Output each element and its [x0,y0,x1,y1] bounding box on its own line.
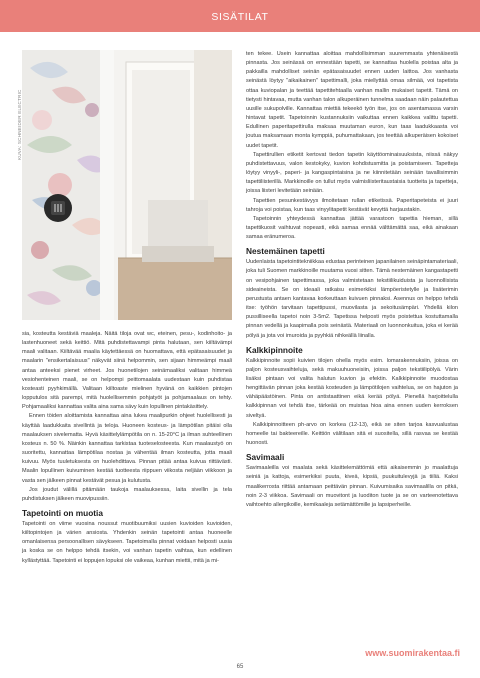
section-title: SISÄTILAT [211,11,269,23]
website-link[interactable]: www.suomirakentaa.fi [365,648,460,658]
subheading-nestemainen: Nestemäinen tapetti [246,246,325,257]
subheading-savimaali: Savimaali [246,452,285,463]
paragraph: sia, kosteutta kestäviä maaleja. Näitä tiloja ovat wc, eteinen, pesu-, kodinhoito- ja lastenhuoneet sekä keittiö. Mitä puhdistettavampi pinta halutaan, sen kiiltävämpi maali valitaan. Kiiltävää maalia käytettäessä on huomattava, että epätasaisuudet ja maalarin "ensikertalaisuus" näkyvät siinä helpommin, sen sijaan himmeämpi maali antaa anteeksi pienet virheet. Jos huonetilojen seinämaaliksi valitaan himmeä vesiohenteinen maali, se on helpompi peittomaalata uudestaan kuin puhdistaa kosteasti pyyhkimällä. Valitaan kiiltoaste mielinen hyvänä on kaikkien pintojen lopputulos sitä parempi, mitä huolellisemmin pohjatyöt ja pohjamaalaus on tehty. Pohjamaaliksi kannattaa valita aina sama sävy kuin lopullinen pintakäsittely. [22,331,232,411]
wallpaper-bedroom-illustration [22,50,232,320]
paragraph: Tapettirullien etiketit kertovat tiedon tapetin käyttöominaisuuksista, niissä näkyy puhdistettavuus, valon kestokyky, kuvion kohdistusmitta ja poistamiseen. Tapetteja löytyy vinyyli-, paperi- ja kangaspintaisina ja ne kiinnitetään seinään tavallisimmin tapettiliisterillä. Markkinoille on tullut myös valmisliisteritaustaisia tuotteita ja tapetteja, joissa liisteri levitetään seinään. [246,151,458,195]
paragraph: Kalkkipinnoite sopii kuivien tilojen ohella myös esim. lomarakennuksiin, joissa on paljon kosteusvaihteluja, sekä makuuhuoneisiin, joissa paljon tekstiilipölyä. Värin lisäksi pintaan voi valita halutun kuvion ja efektin. Kalkkipinnoite muodostaa hengittävän pinnan joka kestää kosteuden ja lämpötilojen vaihtelua, se on hajuton ja vähäpäästöinen. Pinta on antistaattinen eikä kerää pölyä. Pienellä harjoittelulla kalkkipinnan voi tehdä itse, tärkeää on muistaa hioa aina ennen uuden kerroksen siveltyä. [246,357,458,419]
subheading-tapetointi: Tapetointi on muotia [22,507,103,518]
paragraph: Tapettien pesunkestävyys ilmoitetaan rullan etiketissä. Paperitapeteista ei juuri tahroja voi poistaa, kun taas vinyylitapetit kestävät kevyttä harjaustakin. [246,197,458,213]
right-text-column [246,50,458,510]
paragraph: Tapetoinnin yhteydessä kannattaa jättää varastoon tapettia hieman, sillä tapettikuosit vaihtuvat nopeasti, eikä samaa ennää välttämättä saa, eikä ainakaan samaa eränumeroa. [246,215,458,241]
paragraph: Savimaaleilla voi maalata sekä käsittelemättömiä että aikaisemmin jo maalattuja seiniä ja kattoja, esimerkiksi puuta, kiveä, kipsiä, puukuitulevyjä ja tiiliä. Kaksi maalikerrosta riittää antamaan peittävän pinnan. Kuivumisaika savimaalilla on pitkä, noin 2-3 viikkoa. Savimaali on muovitont ja luoditon tuote ja se on varteenotettava vaihtoehto allergikoille, kemikaaleja setämättömille ja lapsiperheille. [246,465,458,508]
subheading-kalkkipinnoite: Kalkkipinnoite [246,344,303,355]
interior-photo [22,50,232,320]
photo-credit [9,52,22,162]
page-number: 65 [236,664,244,670]
left-text-column [22,330,232,566]
paragraph: ten tekee. Usein kannattaa aloittaa mahdollisimman suuremmasta yhtenäisestä pinnasta. Jos seinässä on ennestään tapetti, se kannattaa huolella poistaa alta ja pakkailla mahdolliset seinän epätasaisuudet ennen uuden laittoa. Jos vanhasta seinästä löytyy "aikaikainen" tapettimalli, joka miellyttää omaa silmää, voi tapetista ottaa kuviopalan ja teettää tapettitehtaalla vanhan mallin mukaiset tapetit. Tämä on tietysti hintavaa, mutta vanhan talon alkuperäinen tunnelma saadaan näin palautettua uusille sukupolville. Kannattaa miettiä tekeekö työn itse, jos on asentamassa varsin hintavat tapetit. Tapetoinnin kustannuksiin vaikuttaa ennen kaikkea valittu tapetti. Edullinen paperitapettirulla maksaa muutaman euron, kun taas laadukkaasta voi joutua maksamaan monta kymppiä, puhumattakaan, jos teettää alkuperäisen kokoiset uudet tapetit. [246,51,458,149]
photo-credit-text: KUVA: SCHNEIDER ELECTRIC [17,89,22,160]
paragraph: Ennen töiden aloittamista kannattaa aina lukea maalipurkin ohjeet huolellisesti ja käyttää laadukkaita sivellintä ja teloja. Huoneen kosteus- ja lämpötilan pitäisi olla maalauksen sivelematta. Hyvä käsittelylämpötila on n. 15-20°C ja ilman suhteellinen kosteus n. 50 %. Näinkin kannattaa tarkistaa tuoteselosteesta. Kun maalaustyö on suoritettu, kannattaa lämpötilaa nostaa ja vähentää ilman kosteutta, jotta maali kuivuu. Myös tuuletuksesta on huolehdittava. Pinnan pitää antaa kuivua riittävästi. Maalin lopullinen kuivuminen kestää tuotteesta riippuen viikosta neljään viikkoon ja vasta sen jälkeen pinnat kestävät pesua ja kulutusta. [22,413,232,484]
paragraph: Uudenlaista tapetointitekniikkaa edustaa perinteinen japanilainen seinäpintamateriaali, joka tuli Suomen markkinoille muutama vuosi sitten. Tämä nestemäinen kangastapetti on vesipohjainen tapettimassa, joka valmistetaan tekstiilikuiduista ja luonnollisista sideaineista. Se on ideaali ratkaisu esimerkiksi lämpöeristetylle ja lisäterimin perustusta antaen kantavaa korkeuttaan kuivuen pinnaksi. Asennus on helppo tehdä itse: työhön tarvitaan tapettipussi, muovilasta ja sekoitusämpäri. Yhdellä kilon pussilliseella tapetoi noin 3-5m2. Tapetissa helposti myös poistettua kostuttamalla pinnan vedellä ja kaapimalla pois seinästä. Materiaali on luonnonkuitua, joka ei kerää pölyä ja jota voi imuroida ja pyyhkiä nihkeällä liinalla. [246,259,458,339]
paragraph: Jos joudut välillä pitämään taukoja maalauksessa, laita sivellin ja tela puhdistuksen jälkeen muovipussiin. [22,486,232,502]
paragraph: Kalkkipinnoitteen ph-arvo on korkea (12-13), eikä se siten tarjoa kasvualustaa homeelle tai bakteereille. Keittiön välitilaan sitä ei suositella, sillä rasvaa se kestää huonosti. [246,421,458,447]
paragraph: Tapetointi on viime vuosina noussut muotibuumiksi uusien kuvioiden kuvioiden, kiiltopintojen ja värien ansiosta. Yhdenkin seinän tapetointi antaa huoneelle omanlaisensa persoonallisen sävykseen. Tapetoimalla pinnat voidaan helposti uusia ja koska se on helppo tehdä itsekin, voi vanhan tapetin vaihtaa, kun edellinen kyllästyttää. Tapetointi ei loppujen lopuksi ole vaikeaa, kunhan miettii, mitä ja mi- [22,520,232,564]
